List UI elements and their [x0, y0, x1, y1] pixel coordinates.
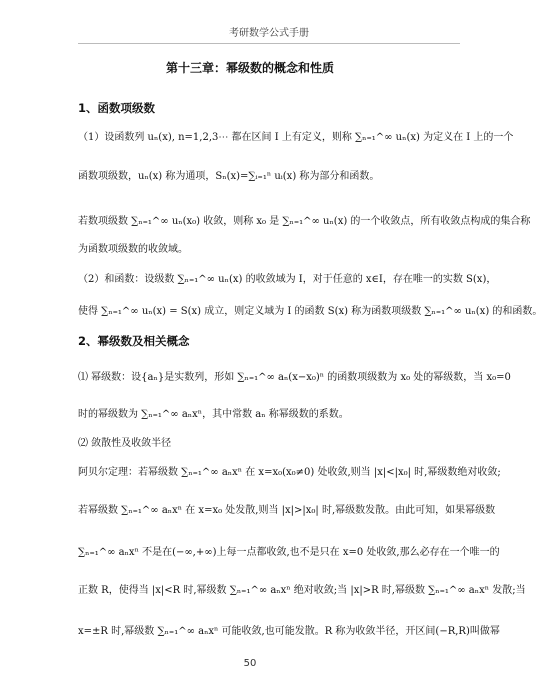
section-heading-2: 2、幂级数及相关概念: [78, 334, 190, 348]
paragraph-line: 为函数项级数的收敛域。: [78, 244, 188, 255]
paragraph-line: 时的幂级数为 ∑ₙ₌₁^∞ aₙxⁿ，其中常数 aₙ 称幂级数的系数。: [78, 409, 349, 420]
subheading: ⑵ 敛散性及收敛半径: [78, 438, 172, 449]
paragraph-line: 若数项级数 ∑ₙ₌₁^∞ uₙ(x₀) 收敛，则称 x₀ 是 ∑ₙ₌₁^∞ uₙ(x) 的一个收敛点，所有收敛点构成的集合称: [78, 216, 531, 227]
section-heading-1: 1、函数项级数: [78, 101, 156, 115]
page-number: 50: [243, 658, 257, 669]
paragraph-line: 阿贝尔定理：若幂级数 ∑ₙ₌₁^∞ aₙxⁿ 在 x=x₀(x₀≠0) 处收敛,则当 |x|<|x₀| 时,幂级数绝对收敛;: [78, 467, 501, 478]
paragraph-line: 若幂级数 ∑ₙ₌₁^∞ aₙxⁿ 在 x=x₀ 处发散,则当 |x|>|x₀| 时,幂级数发散。由此可知，如果幂级数: [78, 505, 496, 516]
chapter-title: 第十三章：幂级数的概念和性质: [165, 61, 334, 75]
paragraph-line: x=±R 时,幂级数 ∑ₙ₌₁^∞ aₙxⁿ 可能收敛,也可能发散。R 称为收敛半径，开区间(−R,R)叫做幂: [78, 626, 500, 637]
running-header: 考研数学公式手册: [78, 24, 460, 44]
paragraph-line: ⑴ 幂级数：设{aₙ}是实数列，形如 ∑ₙ₌₁^∞ aₙ(x−x₀)ⁿ 的函数项级数为 x₀ 处的幂级数，当 x₀=0: [78, 372, 511, 383]
paragraph-line: （2）和函数：设级数 ∑ₙ₌₁^∞ uₙ(x) 的收敛域为 I，对于任意的 x∈I，存在唯一的实数 S(x)，: [78, 274, 497, 285]
paragraph-line: 使得 ∑ₙ₌₁^∞ uₙ(x) = S(x) 成立，则定义域为 I 的函数 S(x) 称为函数项级数 ∑ₙ₌₁^∞ uₙ(x) 的和函数。: [78, 306, 542, 317]
paragraph-line: 函数项级数，uₙ(x) 称为通项，Sₙ(x)=∑ᵢ₌₁ⁿ uᵢ(x) 称为部分和函数。: [78, 171, 380, 182]
paragraph-line: 正数 R，使得当 |x|<R 时,幂级数 ∑ₙ₌₁^∞ aₙxⁿ 绝对收敛;当 |x|>R 时,幂级数 ∑ₙ₌₁^∞ aₙxⁿ 发散;当: [78, 585, 526, 596]
paragraph-line: ∑ₙ₌₁^∞ aₙxⁿ 不是在(−∞,+∞)上每一点都收敛,也不是只在 x=0 处收敛,那么必存在一个唯一的: [78, 547, 500, 558]
paragraph-line: （1）设函数列 uₙ(x), n=1,2,3⋯ 都在区间 I 上有定义，则称 ∑ₙ₌₁^∞ uₙ(x) 为定义在 I 上的一个: [78, 132, 514, 143]
